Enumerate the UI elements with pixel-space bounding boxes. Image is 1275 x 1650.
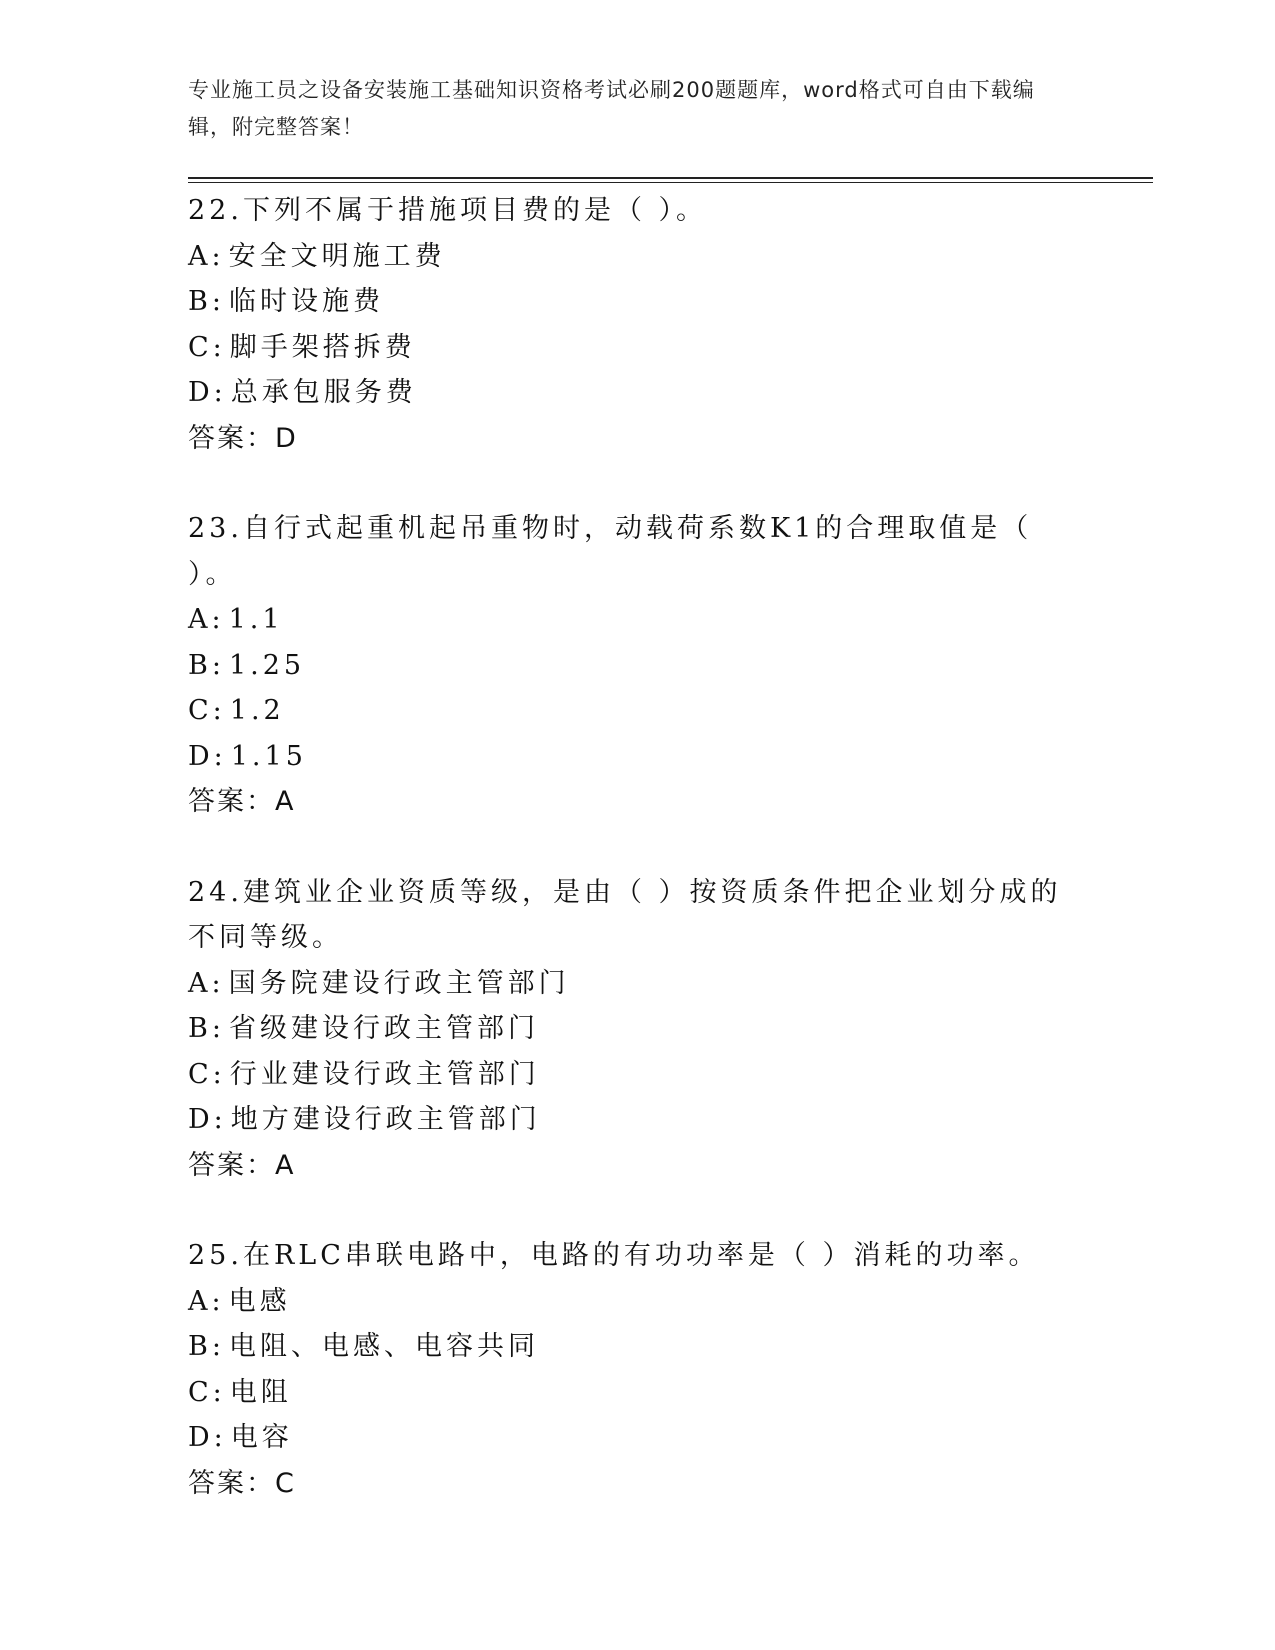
document-header: 专业施工员之设备安装施工基础知识资格考试必刷200题题库，word格式可自由下载编辑，附完整答案！ xyxy=(188,78,1035,139)
option-c xyxy=(188,688,1088,734)
question-spacer xyxy=(188,1188,1088,1233)
option-letter: C: xyxy=(188,1376,226,1408)
option-a xyxy=(188,1279,1088,1325)
option-letter: A: xyxy=(188,967,225,999)
question-stem: 24.建筑业企业资质等级，是由（ ）按资质条件把企业划分成的不同等级。 xyxy=(188,876,1062,953)
question-stem: 22.下列不属于措施项目费的是（ ）。 xyxy=(188,195,708,226)
option-letter: C: xyxy=(188,1058,226,1090)
option-a xyxy=(188,597,1088,643)
answer-line: 答案：A xyxy=(188,1149,296,1181)
option-text: 1.1 xyxy=(228,604,284,635)
option-text: 行业建设行政主管部门 xyxy=(229,1058,540,1090)
option-a xyxy=(188,234,1088,280)
answer-line: 答案：A xyxy=(188,786,296,817)
option-b xyxy=(188,1006,1088,1052)
question-22 xyxy=(188,188,1088,461)
option-text: 1.25 xyxy=(228,649,306,681)
option-letter: B: xyxy=(188,649,225,681)
option-letter: D: xyxy=(188,1104,227,1135)
header-rule-thick xyxy=(188,177,1153,179)
option-b xyxy=(188,643,1088,689)
option-text: 电感 xyxy=(228,1285,291,1317)
option-b xyxy=(188,279,1088,325)
option-text: 总承包服务费 xyxy=(230,377,417,408)
header-rule-thin xyxy=(188,182,1153,183)
option-text: 1.2 xyxy=(229,695,285,726)
option-c xyxy=(188,1370,1088,1416)
option-d xyxy=(188,1097,1088,1143)
option-letter: B: xyxy=(188,1331,225,1362)
question-25 xyxy=(188,1233,1088,1506)
option-text: 电阻 xyxy=(229,1376,292,1408)
option-letter: B: xyxy=(188,286,225,317)
option-d xyxy=(188,370,1088,416)
option-text: 地方建设行政主管部门 xyxy=(230,1104,541,1135)
question-list xyxy=(188,188,1088,1506)
option-letter: C: xyxy=(188,331,226,363)
option-d xyxy=(188,1415,1088,1461)
answer-line: 答案：D xyxy=(188,422,298,454)
option-letter: A: xyxy=(188,1285,225,1317)
option-c xyxy=(188,1052,1088,1098)
option-text: 电容 xyxy=(230,1422,293,1453)
question-23 xyxy=(188,506,1088,825)
option-a xyxy=(188,961,1088,1007)
option-c xyxy=(188,325,1088,371)
option-letter: D: xyxy=(188,1422,227,1453)
option-letter: A: xyxy=(188,604,225,635)
option-text: 省级建设行政主管部门 xyxy=(228,1013,539,1044)
question-spacer xyxy=(188,461,1088,506)
question-24 xyxy=(188,870,1088,1189)
question-spacer xyxy=(188,825,1088,870)
option-letter: D: xyxy=(188,377,227,408)
option-text: 1.15 xyxy=(230,740,307,772)
option-text: 临时设施费 xyxy=(228,286,384,317)
option-b xyxy=(188,1324,1088,1370)
answer-line: 答案：C xyxy=(188,1467,296,1499)
option-text: 电阻、电感、电容共同 xyxy=(228,1331,539,1362)
option-text: 国务院建设行政主管部门 xyxy=(228,967,570,999)
question-stem: 23.自行式起重机起吊重物时，动载荷系数K1的合理取值是（ ）。 xyxy=(188,513,1033,590)
option-text: 脚手架搭拆费 xyxy=(229,331,416,363)
option-text: 安全文明施工费 xyxy=(228,240,446,272)
option-letter: B: xyxy=(188,1013,225,1044)
option-letter: D: xyxy=(188,740,227,772)
question-stem: 25.在RLC串联电路中，电路的有功功率是（ ）消耗的功率。 xyxy=(188,1240,1040,1271)
option-letter: C: xyxy=(188,695,226,726)
option-d xyxy=(188,734,1088,780)
option-letter: A: xyxy=(188,240,225,272)
